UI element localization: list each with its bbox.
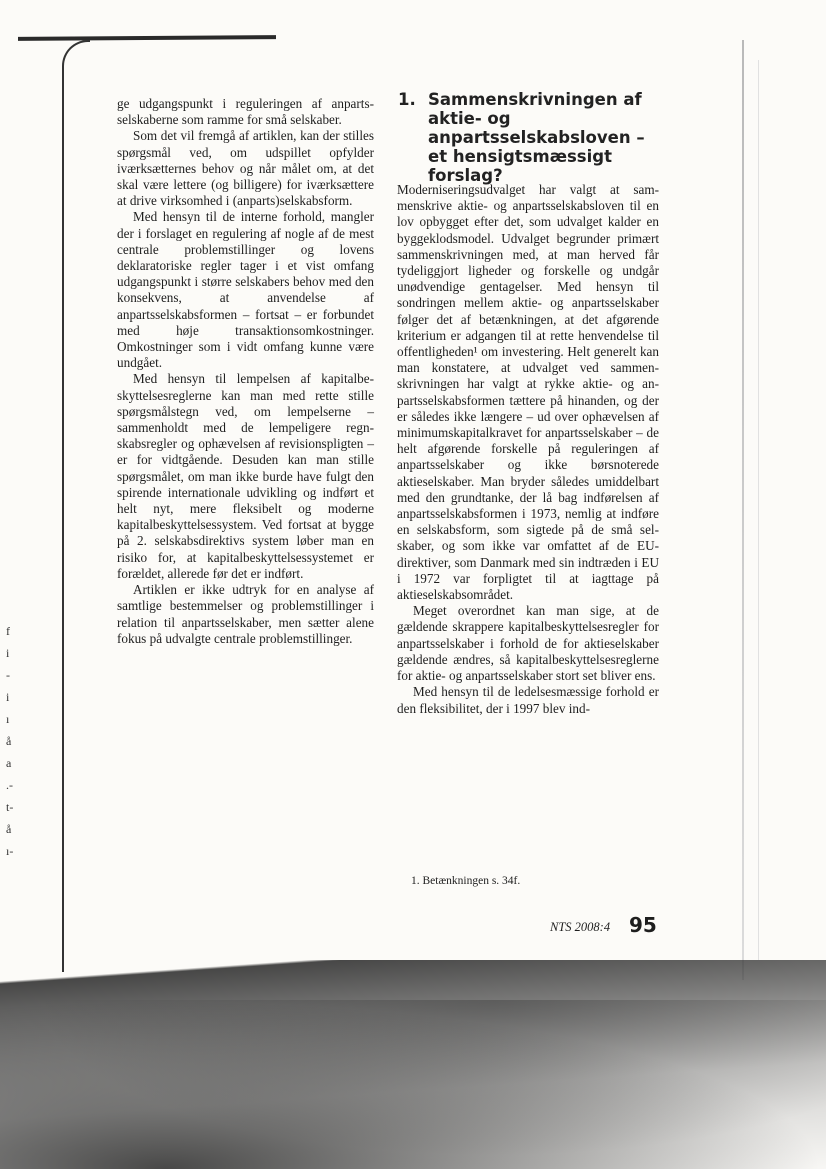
left-column [117,96,374,647]
paragraph: Med hensyn til de ledelsesmæssige forhold er den fleksibilitet, der i 1997 blev ind- [397,684,659,716]
paragraph: Moderniseringsudvalget har valgt at sammenskrive aktie- og anpartsselskabsloven til en lov opbygget efter det, som udvalget kalder en byggeklodsmodel. Udvalget begrunder primært sammenskrivningen med, at man herved får tydeliggjort ligheder og forskelle og undgår unødvendige gentagelser. Med hensyn til sondringen mellem aktie- og anpartsselskaber følger det af betænkningen, at det afgørende kriterium er adgangen til at rette henvendelse til offentligheden¹ om investering. Helt generelt kan man konstatere, at udvalget ved sammenskrivningen har valgt at rykke aktie- og anpartsselskabsformen tættere på hinanden, og der er således ikke længere – ud over ophævelsen af minimumskapitalkravet for anpartsselskaber – de helt afgørende forskelle på reguleringen af anpartsselskaber og ikke børsnoterede aktieselskaber. Man bryder således umiddelbart med den grundtanke, der lå bag indførelsen af anpartsselskabsformen i 1973, nemlig at indføre en selskabsform, som sigtede på de små selskaber, og som ikke var omfattet af de EU-direktiver, som Danmark med sin indtræden i EU i 1972 var forpligtet til at iagttage på aktieselskabsområdet. [397,182,659,603]
paragraph: Meget overordnet kan man sige, at de gældende skrappere kapitalbeskyttelsesregler for anpartsselskaber i forhold de for aktieselskaber gældende ændres, så kapitalbeskyttelsesreglerne for aktie- og anpartsselskaber stort set bliver ens. [397,603,659,684]
paragraph: Som det vil fremgå af artiklen, kan der stilles spørgsmål ved, om udspillet opfylder iværksætternes behov og når målet om, at det skal være lettere (og billigere) for iværksættere at drive virksomhed i (anparts)selskabsform. [117,128,374,209]
margin-mark: å [6,822,12,836]
margin-mark: å [6,734,12,748]
margin-mark: - [6,668,10,682]
page-edge-shadow [758,60,759,960]
margin-mark: i [6,690,10,704]
scan-shadow-dark [0,1000,826,1169]
margin-mark: .- [6,778,13,792]
page-number: 95 [629,913,657,937]
right-column [397,182,659,717]
footnote: 1. Betænkningen s. 34f. [411,875,521,887]
margin-mark: ı- [6,844,14,858]
journal-reference: NTS 2008:4 [550,920,611,934]
margin-mark: a [6,756,12,770]
paragraph: Med hensyn til de interne forhold, mangler der i forslaget en regulering af nogle af de mest centrale problemstillinger og lovens deklaratoriske regler tager i et vist omfang udgangspunkt i større selskabers behov med den konsekvens, at anvendelse af anpartsselskabsformen – fortsat – er forbundet med høje transaktionsomkostninger. Omkostninger som i vidt omfang kunne være undgået. [117,209,374,371]
paragraph: Med hensyn til lempelsen af kapitalbeskyttelsesreglerne kan man med rette stille spørgsmålstegn ved, om lempelserne – sammenholdt med de lempeligere regnskabsregler og ophævelsen af revisionspligten – er for vidtgående. Desuden kan man stille spørgsmålet, om man ikke burde have fulgt den spirende internationale udvikling og indført et helt nyt, mere fleksibelt og moderne kapitalbeskyttelsessystem. Ved fortsat at bygge på 2. selskabsdirektivs system løber man en risiko for, at kapitalbeskyttelsessystemet er forældet, allerede før det er indført. [117,371,374,581]
paragraph: Artiklen er ikke udtryk for en analyse af samtlige bestemmelser og problemstillinger i relation til anpartsselskaber, men sætter alene fokus på udvalgte centrale problemstillinger. [117,582,374,646]
margin-mark: f [6,624,10,638]
page-spine-curve [62,40,90,972]
section-title: Sammenskrivningen af aktie- og anpartsselskabsloven – et hensigtsmæssigt forslag? [428,90,645,185]
margin-mark: t- [6,800,14,814]
paragraph: ge udgangspunkt i reguleringen af anpartsselskaberne som ramme for små selskaber. [117,96,374,128]
top-rule [18,35,276,41]
margin-marks [6,620,26,862]
margin-mark: ı [6,712,10,726]
section-number: 1. [398,90,416,109]
section-heading [398,90,666,185]
margin-mark: i [6,646,10,660]
page-edge [742,40,744,980]
